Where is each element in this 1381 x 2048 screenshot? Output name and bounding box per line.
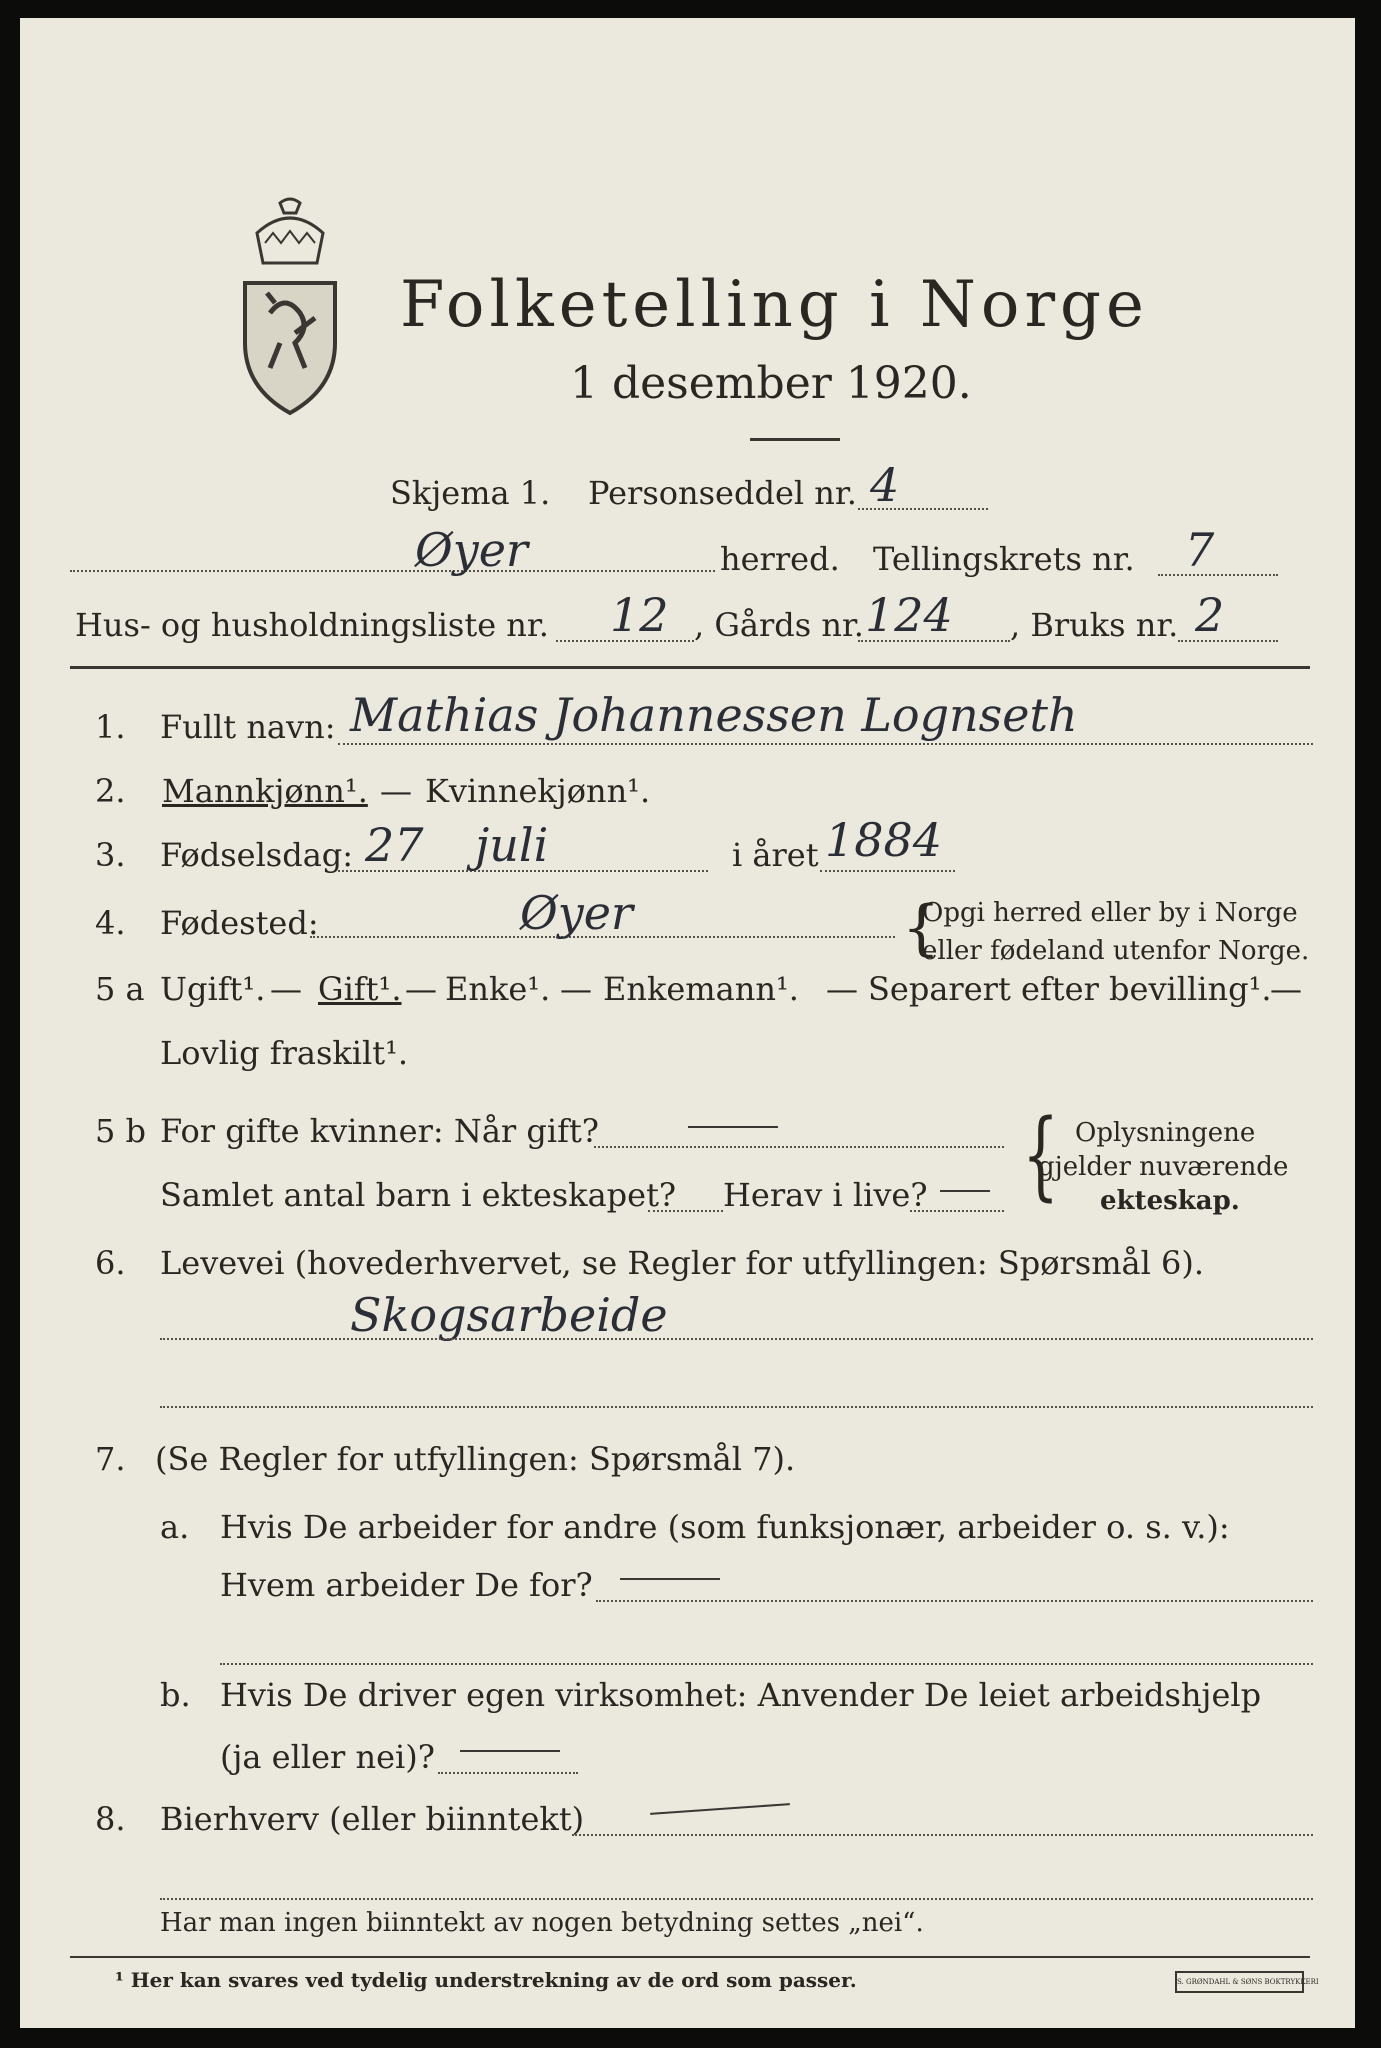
q5a-dash-4: — [826, 970, 858, 1008]
q5b-line-2-dots [648, 1210, 723, 1212]
q5a-separert: Separert efter bevilling¹. [868, 970, 1272, 1008]
q3-day: 27 [365, 818, 424, 872]
q5a-enkemann: Enkemann¹. [603, 970, 799, 1008]
q1-line [338, 743, 1313, 745]
q5b-line-2: Samlet antal barn i ekteskapet? [160, 1176, 677, 1214]
q5b-line-1-dots [594, 1146, 1004, 1148]
q5b-herav-dots [910, 1210, 1004, 1212]
q1-number: 1. [95, 708, 126, 746]
q3-label: Fødselsdag: [160, 836, 354, 874]
q4-note-2: eller fødeland utenfor Norge. [922, 936, 1310, 966]
q4-label: Fødested: [160, 904, 319, 942]
q5a-dash-3: — [560, 970, 592, 1008]
q5b-dash-mark-2 [940, 1190, 990, 1192]
tellingskrets-line [1158, 574, 1278, 576]
q7-number: 7. [95, 1440, 126, 1478]
q1-value: Mathias Johannessen Lognseth [350, 688, 1078, 742]
gards-label: , Gårds nr. [694, 606, 864, 644]
q5a-enke: Enke¹. [445, 970, 551, 1008]
q5b-note-1: Oplysningene [1075, 1118, 1256, 1148]
q6-line-2 [160, 1406, 1313, 1408]
q4-note-1: Opgi herred eller by i Norge [922, 898, 1298, 928]
q8-line-1 [572, 1834, 1313, 1836]
q3-year: 1884 [825, 813, 943, 867]
coat-of-arms-icon [235, 193, 345, 423]
personseddel-value: 4 [870, 458, 900, 512]
q7a-line-2-dots [596, 1600, 1313, 1602]
q6-number: 6. [95, 1244, 126, 1282]
form-date: 1 desember 1920. [570, 358, 972, 409]
q7a-line-1: Hvis De arbeider for andre (som funksjonær, arbeider o. s. v.): [220, 1508, 1230, 1546]
q6-label: Levevei (hovederhvervet, se Regler for utfyllingen: Spørsmål 6). [160, 1244, 1205, 1282]
q7b-line-2: (ja eller nei)? [220, 1738, 435, 1776]
bruks-value: 2 [1195, 588, 1225, 642]
gards-value: 124 [865, 588, 953, 642]
herred-line [70, 570, 715, 572]
q3-number: 3. [95, 836, 126, 874]
q8-dash-mark [650, 1803, 790, 1815]
q8-line-2 [160, 1898, 1313, 1900]
bruks-label: , Bruks nr. [1010, 606, 1179, 644]
q5b-line-1: For gifte kvinner: Når gift? [160, 1112, 599, 1150]
herred-value: Øyer [415, 523, 528, 577]
q5b-note-3: ekteskap. [1100, 1186, 1240, 1216]
title-divider [750, 438, 840, 441]
printer-stamp: S. GRØNDAHL & SØNS BOKTRYKKERI [1175, 1971, 1304, 1993]
header-rule [70, 666, 1310, 669]
q7b-line-2-dots [438, 1772, 578, 1774]
q1-label: Fullt navn: [160, 708, 336, 746]
q5a-ugift: Ugift¹. [160, 970, 266, 1008]
q8-label: Bierhverv (eller biinntekt) [160, 1800, 585, 1838]
q7a-line-3-dots [220, 1663, 1313, 1665]
herred-label: herred. [720, 540, 840, 578]
q2-female: Kvinnekjønn¹. [425, 772, 651, 810]
q7b-line-1: Hvis De driver egen virksomhet: Anvender De leiet arbeidshjelp [220, 1676, 1262, 1714]
q5a-dash-5: — [1270, 970, 1302, 1008]
q4-value: Øyer [520, 886, 633, 940]
q2-male: Mannkjønn¹. [162, 772, 368, 810]
q5b-herav: Herav i live? [723, 1176, 928, 1214]
footer-rule [70, 1956, 1310, 1958]
q5a-dash-1: — [270, 970, 302, 1008]
q8-number: 8. [95, 1800, 126, 1838]
q6-line-1 [160, 1338, 1313, 1340]
hus-value: 12 [610, 588, 669, 642]
q5b-note-2: gjelder nuværende [1038, 1152, 1289, 1182]
q7b-letter: b. [160, 1676, 191, 1714]
skjema-label: Skjema 1. [390, 474, 551, 512]
q5a-dash-2: — [405, 970, 437, 1008]
q5a-number: 5 a [95, 970, 145, 1008]
q3-year-label: i året [732, 836, 819, 874]
personseddel-label: Personseddel nr. [588, 474, 857, 512]
q5a-fraskilt: Lovlig fraskilt¹. [160, 1034, 409, 1072]
tellingskrets-value: 7 [1185, 523, 1215, 577]
footnote: ¹ Her kan svares ved tydelig understrekning av de ord som passer. [115, 1968, 857, 1992]
hus-label: Hus- og husholdningsliste nr. [75, 606, 549, 644]
q5a-gift: Gift¹. [318, 970, 402, 1008]
q3-year-line [820, 870, 955, 872]
q2-sep: — [380, 772, 412, 810]
tellingskrets-label: Tellingskrets nr. [873, 540, 1135, 578]
q4-brace: { [902, 893, 941, 963]
q5b-number: 5 b [95, 1112, 147, 1150]
q5b-dash-mark-1 [688, 1126, 778, 1128]
q4-number: 4. [95, 904, 126, 942]
q7-label: (Se Regler for utfyllingen: Spørsmål 7). [155, 1440, 796, 1478]
q7a-dash-mark [620, 1578, 720, 1580]
footer-note: Har man ingen biinntekt av nogen betydning settes „nei“. [160, 1908, 924, 1938]
bruks-line [1178, 640, 1278, 642]
census-form [20, 18, 1355, 2028]
form-title: Folketelling i Norge [400, 268, 1149, 342]
q2-number: 2. [95, 772, 126, 810]
q3-month: juli [475, 818, 549, 872]
q7a-letter: a. [160, 1508, 190, 1546]
q7a-line-2: Hvem arbeider De for? [220, 1566, 593, 1604]
q5b-brace: { [1022, 1099, 1059, 1211]
q6-value: Skogsarbeide [350, 1288, 668, 1342]
q7b-dash-mark [460, 1750, 560, 1752]
